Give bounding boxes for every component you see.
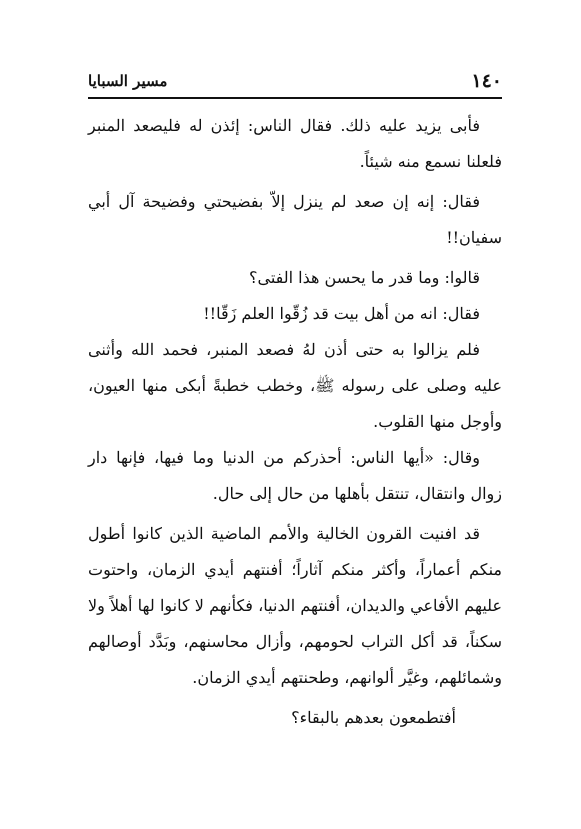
paragraph-7: قد افنيت القرون الخالية والأمم الماضية الذين كانوا أطول منكم أعماراً، وأكثر منكم آثاراً؛ أفنتهم أيدي الزمان، واحتوت عليهم الأفاعي والديدان، أفنتهم الدنيا، فكأنهم لا كانوا لها أهلاً ولا سكناً، قد أكل التراب لحومهم، وأزال محاسنهم، وبَدَّد أوصالهم وشمائلهم، وغيَّر ألوانهم، وطحنتهم أيدي الزمان.	[88, 524, 502, 687]
paragraph-2: فقال: إنه إن صعد لم ينزل إلاّ بفضيحتي وفضيحة آل أبي سفيان!!	[88, 192, 502, 247]
paragraph-5: فلم يزالوا به حتى أذن لهُ فصعد المنبر، فحمد الله وأثنى عليه وصلى على رسوله ﷺ، وخطب خطبةً أبكى منها العيون، وأوجل منها القلوب.	[88, 340, 502, 431]
paragraph-4: فقال: انه من أهل بيت قد زُقّوا العلم زَقّا!!	[203, 304, 480, 323]
running-title: مسير السبايا	[88, 72, 168, 90]
paragraph-3: قالوا: وما قدر ما يحسن هذا الفتى؟	[249, 268, 480, 287]
header-rule	[88, 97, 502, 99]
page-number: ١٤٠	[471, 70, 502, 92]
page-header	[88, 70, 502, 94]
paragraph-8: أفتطمعون بعدهم بالبقاء؟	[291, 708, 456, 727]
paragraph-6: وقال: «أيها الناس: أحذركم من الدنيا وما فيها، فإنها دار زوال وانتقال، تنتقل بأهلها من حال إلى حال.	[88, 448, 502, 503]
body-text	[88, 108, 502, 736]
paragraph-1: فأبى يزيد عليه ذلك. فقال الناس: إئذن له فليصعد المنبر فلعلنا نسمع منه شيئاً.	[88, 116, 502, 171]
